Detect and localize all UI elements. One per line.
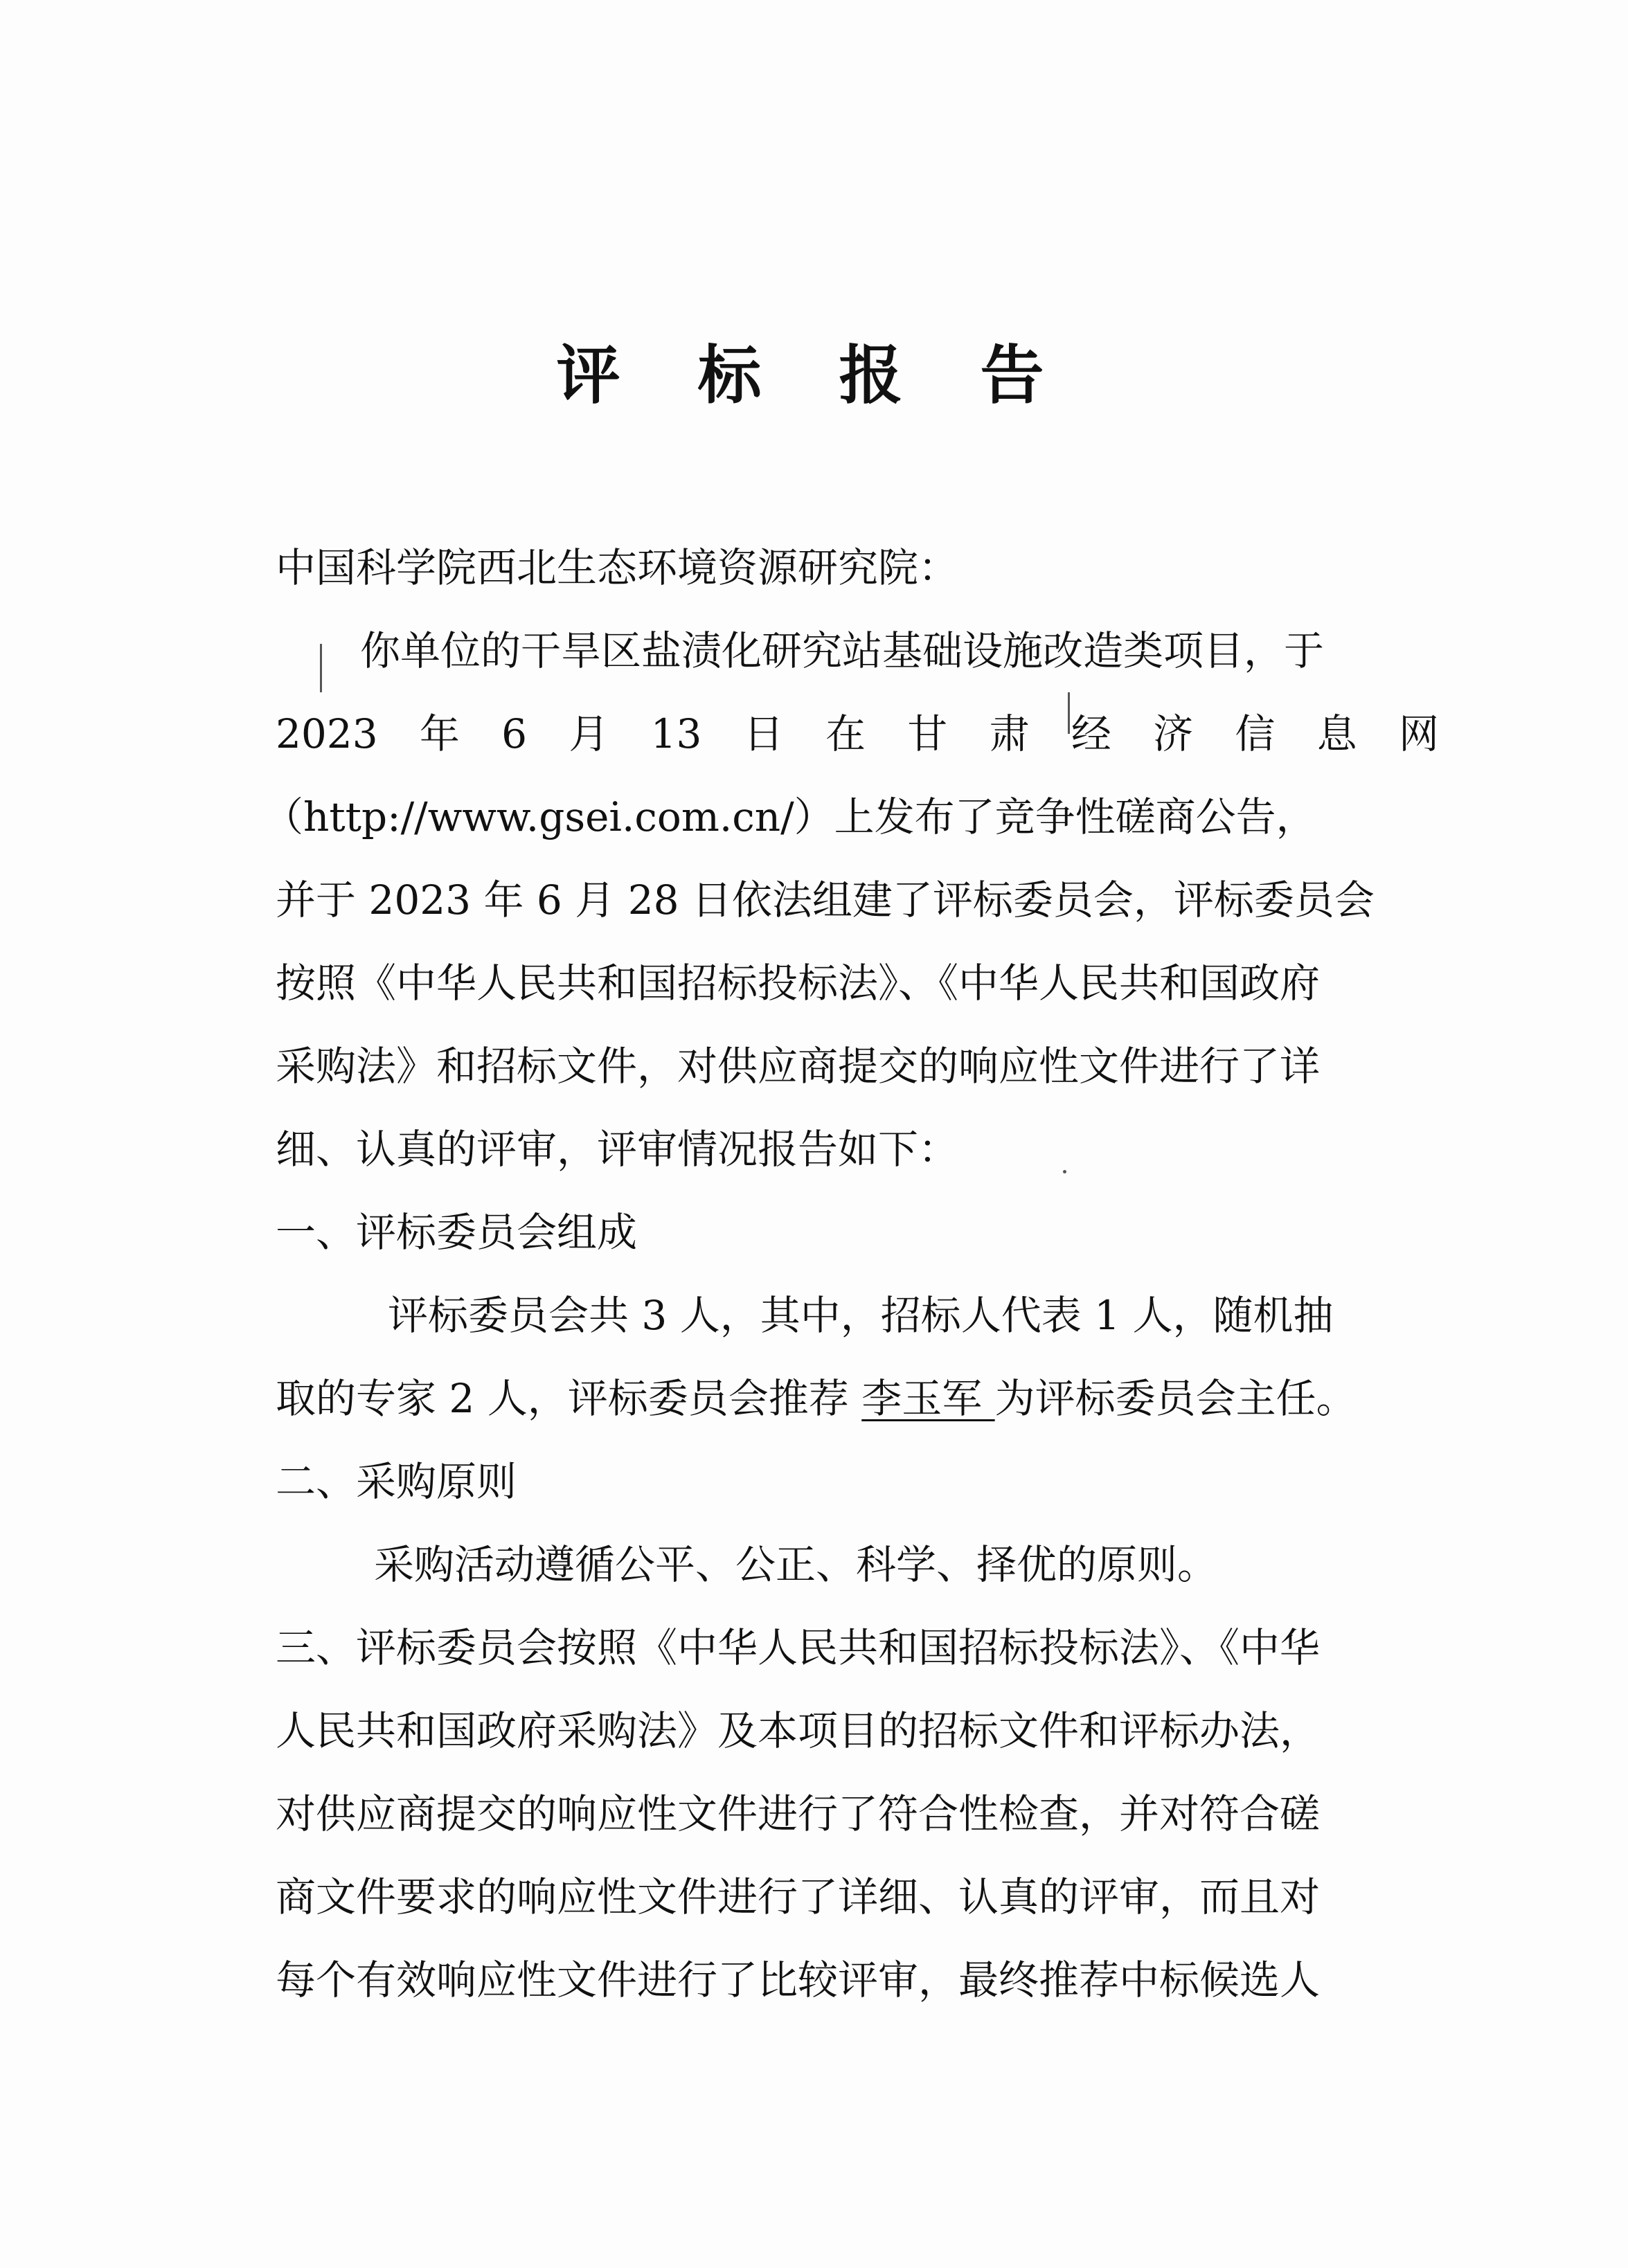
intro-day: 13 xyxy=(650,710,702,757)
committee-chair-name: 李玉军 xyxy=(861,1375,995,1422)
section-3-line-2: 人民共和国政府采购法》及本项目的招标文件和评标办法， xyxy=(276,1707,1321,1754)
scan-dot xyxy=(1063,1170,1066,1173)
document-title: 评 标 报 告 xyxy=(556,339,1072,413)
intro-line-2 xyxy=(276,706,1439,762)
intro-month: 6 xyxy=(501,710,528,757)
section-3-line-5: 每个有效响应性文件进行了比较评审，最终推荐中标候选人 xyxy=(276,1956,1321,2004)
section-1-line-2-after: 为评标委员会主任。 xyxy=(994,1375,1357,1422)
section-1-heading: 一、评标委员会组成 xyxy=(276,1209,638,1256)
intro-line-3: （http://www.gsei.com.cn/）上发布了竞争性磋商公告， xyxy=(263,793,1316,840)
intro-day-label: 日 xyxy=(743,710,784,757)
section-2-line-1: 采购活动遵循公平、公正、科学、择优的原则。 xyxy=(374,1541,1218,1588)
scan-mark xyxy=(320,644,322,692)
intro-word: 信 xyxy=(1235,710,1276,757)
intro-year-label: 年 xyxy=(419,710,460,757)
intro-line-6: 采购法》和招标文件，对供应商提交的响应性文件进行了详 xyxy=(276,1043,1321,1090)
scan-mark xyxy=(1068,692,1070,734)
addressee: 中国科学院西北生态环境资源研究院： xyxy=(276,544,959,591)
intro-word: 肃 xyxy=(989,710,1030,757)
intro-line-4: 并于 2023 年 6 月 28 日依法组建了评标委员会，评标委员会 xyxy=(276,876,1375,924)
intro-year: 2023 xyxy=(276,710,378,757)
intro-line-7: 细、认真的评审，评审情况报告如下： xyxy=(276,1126,959,1173)
intro-word: 经 xyxy=(1071,710,1111,757)
intro-month-label: 月 xyxy=(569,710,609,757)
section-1-line-2-before: 取的专家 2 人，评标委员会推荐 xyxy=(276,1375,862,1422)
intro-line-5: 按照《中华人民共和国招标投标法》、《中华人民共和国政府 xyxy=(276,960,1321,1007)
intro-word: 息 xyxy=(1316,710,1357,757)
intro-word: 济 xyxy=(1153,710,1194,757)
section-3-line-3: 对供应商提交的响应性文件进行了符合性检查，并对符合磋 xyxy=(276,1790,1321,1837)
section-1-line-2 xyxy=(276,1371,1439,1426)
intro-word: 在 xyxy=(825,710,866,757)
intro-line-1: 你单位的干旱区盐渍化研究站基础设施改造类项目，于 xyxy=(360,627,1325,674)
section-1-line-1: 评标委员会共 3 人，其中，招标人代表 1 人，随机抽 xyxy=(388,1292,1334,1339)
intro-word: 网 xyxy=(1398,710,1439,757)
intro-word: 甘 xyxy=(907,710,948,757)
section-3-line-4: 商文件要求的响应性文件进行了详细、认真的评审，而且对 xyxy=(276,1873,1321,1920)
section-3-line-1: 三、评标委员会按照《中华人民共和国招标投标法》、《中华 xyxy=(276,1624,1321,1671)
section-2-heading: 二、采购原则 xyxy=(276,1458,517,1505)
